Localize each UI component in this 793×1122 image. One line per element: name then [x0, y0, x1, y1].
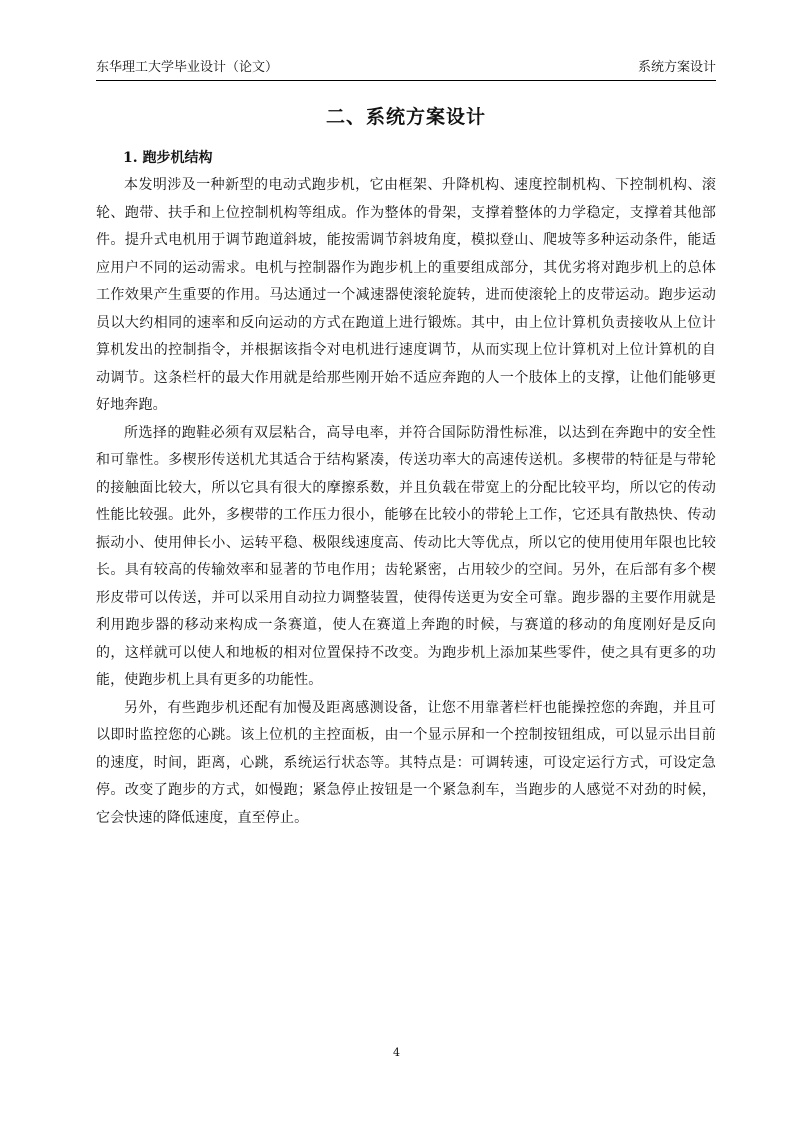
- paragraph-1: 本发明涉及一种新型的电动式跑步机，它由框架、升降机构、速度控制机构、下控制机构、滚轮、跑带、扶手和上位控制机构等组成。作为整体的骨架，支撑着整体的力学稳定，支撑着其他部件。提升式电机用于调节跑道斜坡，能按需调节斜坡角度，模拟登山、爬坡等多种运动条件，能适应用户不同的运动需求。电机与控制器作为跑步机上的重要组成部分，其优劣将对跑步机上的总体工作效果产生重要的作用。马达通过一个减速器使滚轮旋转，进而使滚轮上的皮带运动。跑步运动员以大约相同的速率和反向运动的方式在跑道上进行锻炼。其中，由上位计算机负责接收从上位计算机发出的控制指令，并根据该指令对电机进行速度调节，从而实现上位计算机对上位计算机的自动调节。这条栏杆的最大作用就是给那些刚开始不适应奔跑的人一个肢体上的支撑，让他们能够更好地奔跑。: [96, 177, 716, 413]
- chapter-title: 二、系统方案设计: [325, 106, 486, 128]
- paragraph-2: 所选择的跑鞋必须有双层粘合，高导电率，并符合国际防滑性标准，以达到在奔跑中的安全性和可靠性。多楔形传送机尤其适合于结构紧凑，传送功率大的高速传送机。多楔带的特征是与带轮的接触面比较大，所以它具有很大的摩擦系数，并且负载在带宽上的分配比较平均，所以它的传动性能比较强。此外，多楔带的工作压力很小，能够在比较小的带轮上工作，它还具有散热快、传动振动小、使用伸长小、运转平稳、极限线速度高、传动比大等优点，所以它的使用使用年限也比较长。具有较高的传输效率和显著的节电作用；齿轮紧密，占用较少的空间。另外，在后部有多个楔形皮带可以传送，并可以采用自动拉力调整装置，使得传送更为安全可靠。跑步器的主要作用就是利用跑步器的移动来构成一条赛道，使人在赛道上奔跑的时候，与赛道的移动的角度刚好是反向的，这样就可以使人和地板的相对位置保持不改变。为跑步机上添加某些零件，使之具有更多的功能，使跑步机上具有更多的功能性。: [96, 424, 716, 688]
- page-header: [96, 58, 716, 81]
- body-text: [96, 172, 716, 832]
- header-thesis-title: 东华理工大学毕业设计（论文）: [96, 60, 279, 75]
- section-title: 1. 跑步机结构: [123, 150, 213, 166]
- page-number: 4: [393, 1046, 400, 1059]
- header-chapter-name: 系统方案设计: [637, 60, 716, 75]
- paragraph-3: 另外，有些跑步机还配有加慢及距离感测设备，让您不用靠著栏杆也能操控您的奔跑，并且可以即时监控您的心跳。该上位机的主控面板，由一个显示屏和一个控制按钮组成，可以显示出目前的速度，时间，距离，心跳，系统运行状态等。其特点是：可调转速，可设定运行方式，可设定急停。改变了跑步的方式，如慢跑；紧急停止按钮是一个紧急刹车，当跑步的人感觉不对劲的时候，它会快速的降低速度，直至停止。: [96, 699, 716, 826]
